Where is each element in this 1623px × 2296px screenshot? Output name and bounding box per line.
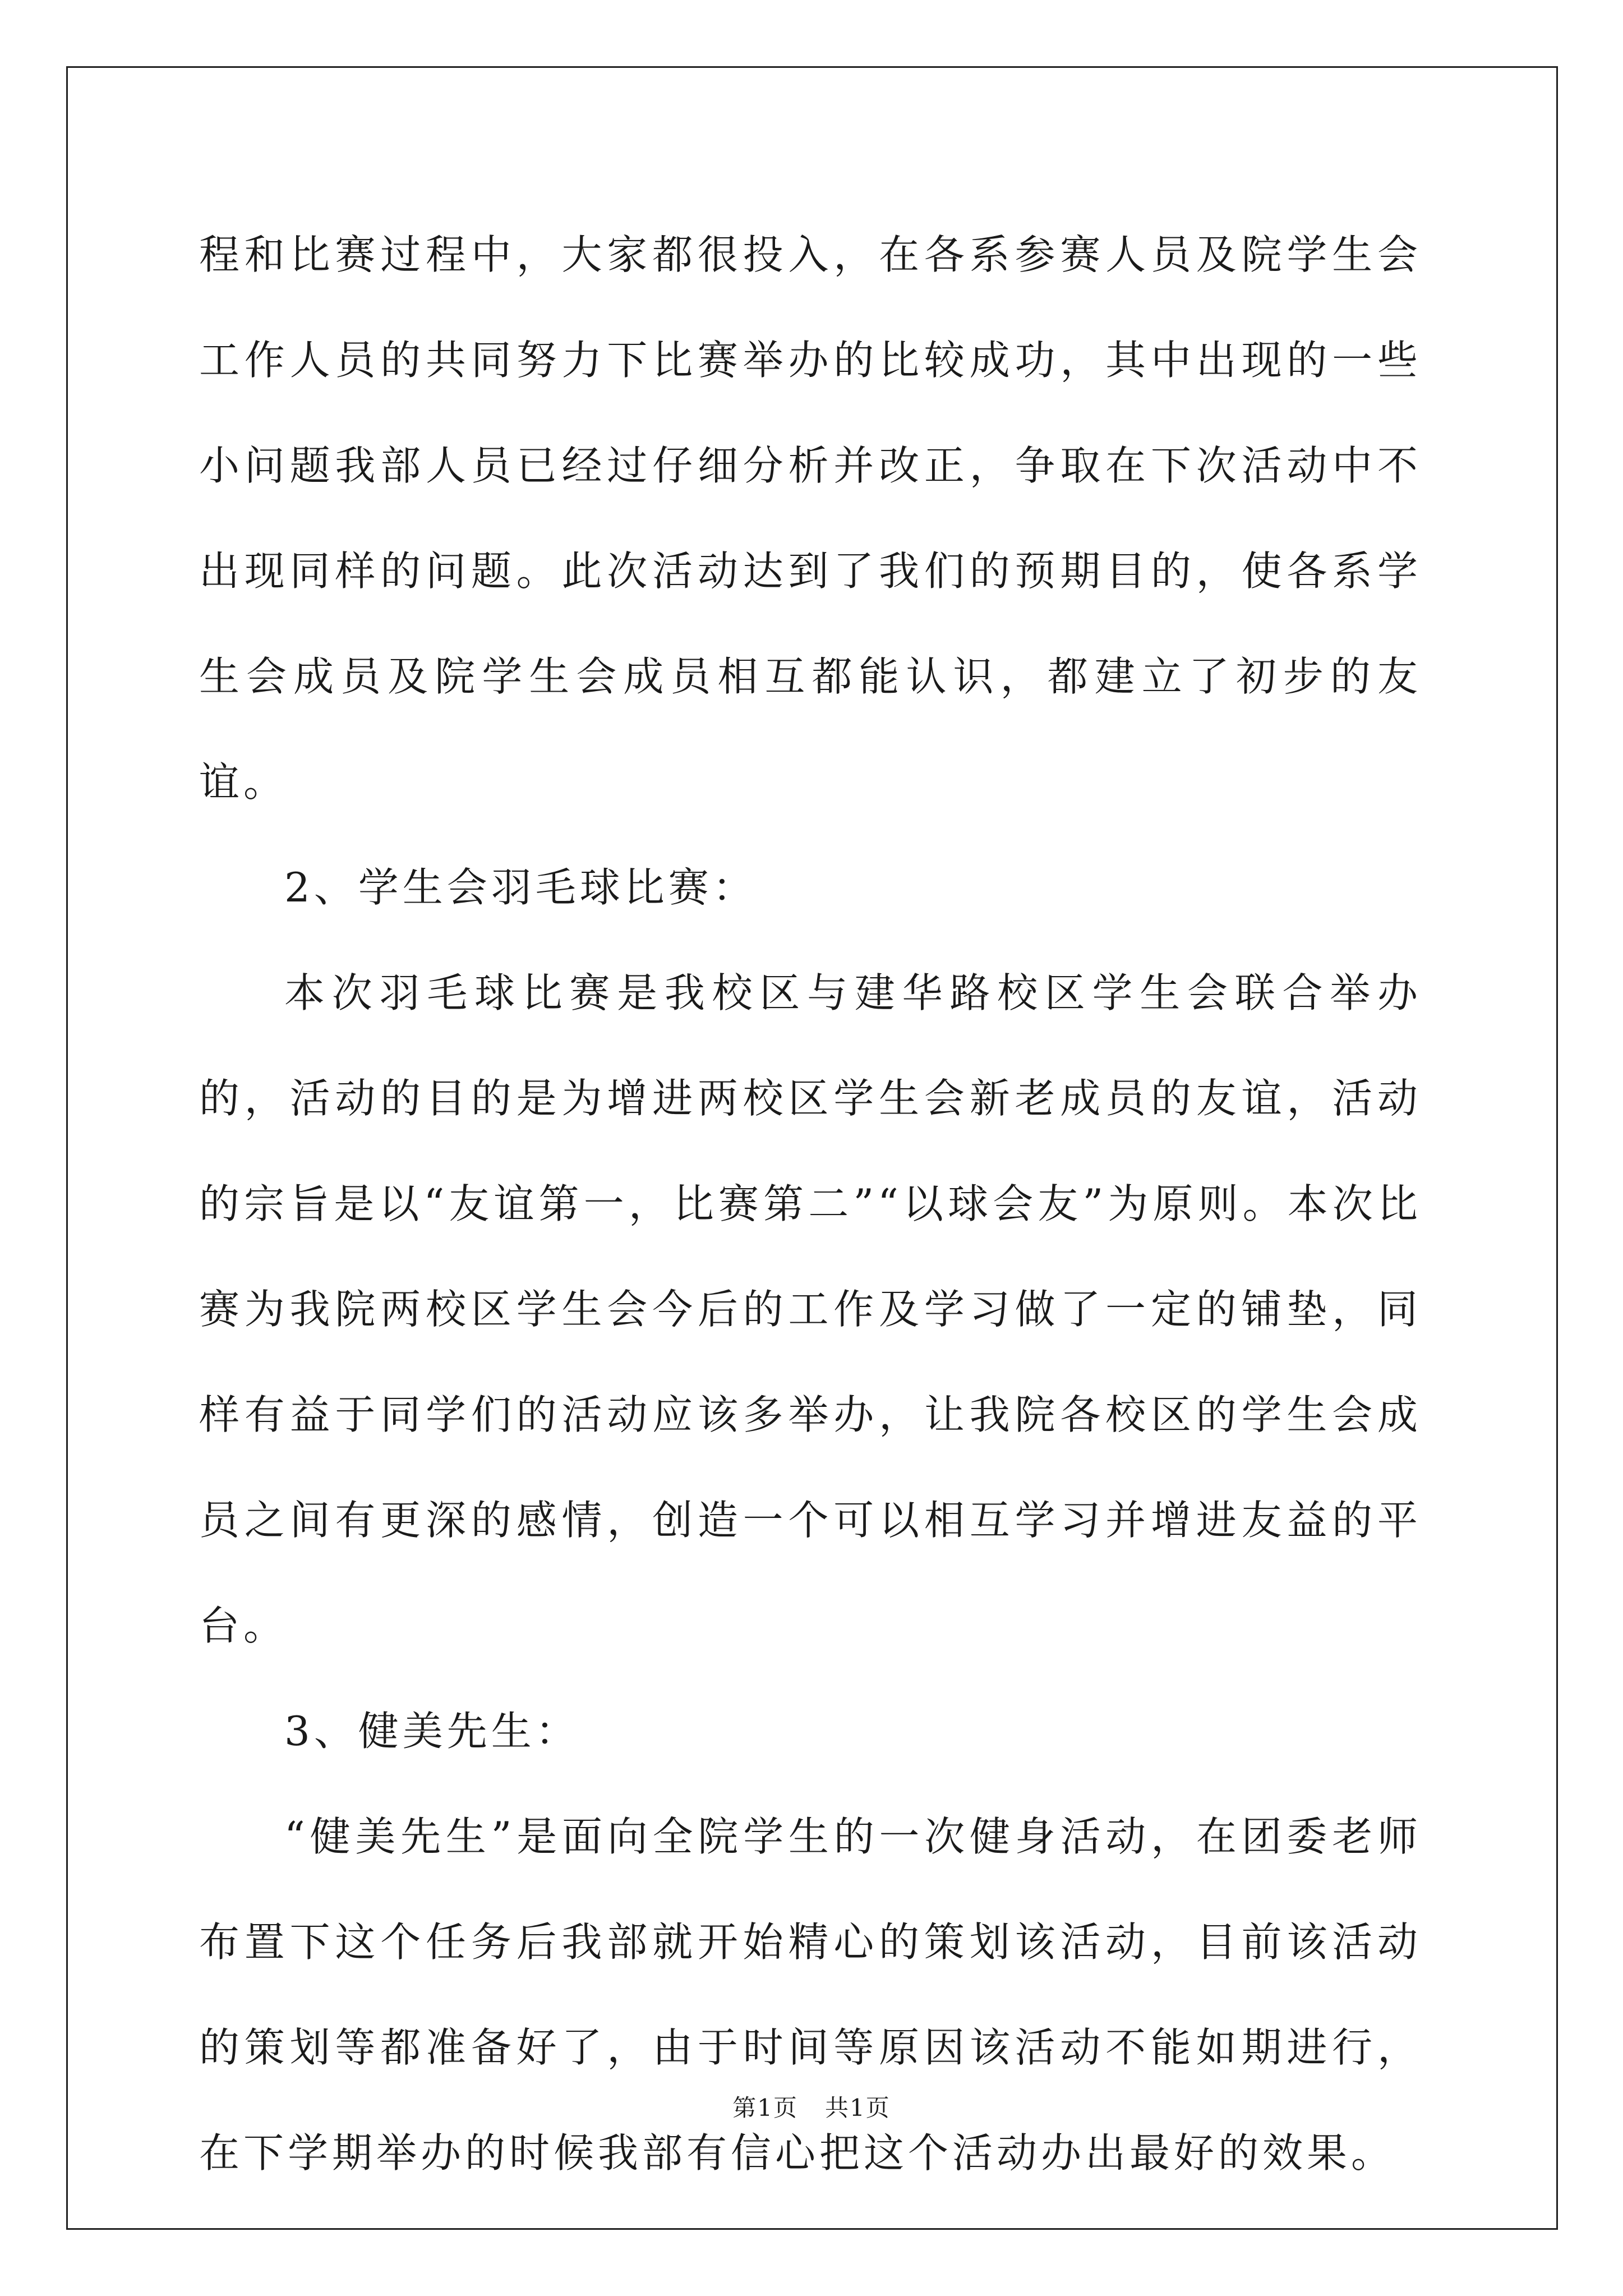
- paragraph-badminton: 本次羽毛球比赛是我校区与建华路校区学生会联合举办的，活动的目的是为增进两校区学生会新老成员的友谊，活动的宗旨是以“友谊第一，比赛第二”“以球会友”为原则。本次比赛为我院两校区学生会今后的工作及学习做了一定的铺垫，同样有益于同学们的活动应该多举办，让我院各校区的学生会成员之间有更深的感情，创造一个可以相互学习并增进友益的平台。: [199, 969, 1422, 1649]
- page-total: 共1页: [825, 2094, 891, 2122]
- paragraph-activity-summary: 程和比赛过程中，大家都很投入，在各系参赛人员及院学生会工作人员的共同努力下比赛举办的比较成功，其中出现的一些小问题我部人员已经过仔细分析并改正，争取在下次活动中不出现同样的问题。此次活动达到了我们的预期目的，使各系学生会成员及院学生会成员相互都能认识，都建立了初步的友谊。: [199, 231, 1422, 806]
- section-heading-badminton: 2、学生会羽毛球比赛：: [284, 864, 757, 911]
- page-number: 第1页: [732, 2094, 798, 2122]
- document-body: [199, 202, 1422, 2206]
- paragraph-bodybuilding: “健美先生”是面向全院学生的一次健身活动，在团委老师布置下这个任务后我部就开始精心的策划该活动，目前该活动的策划等都准备好了，由于时间等原因该活动不能如期进行，在下学期举办的时候我部有信心把这个活动办出最好的效果。: [199, 1813, 1422, 2177]
- page-footer: [0, 2091, 1623, 2125]
- section-heading-bodybuilding: 3、健美先生：: [284, 1708, 580, 1755]
